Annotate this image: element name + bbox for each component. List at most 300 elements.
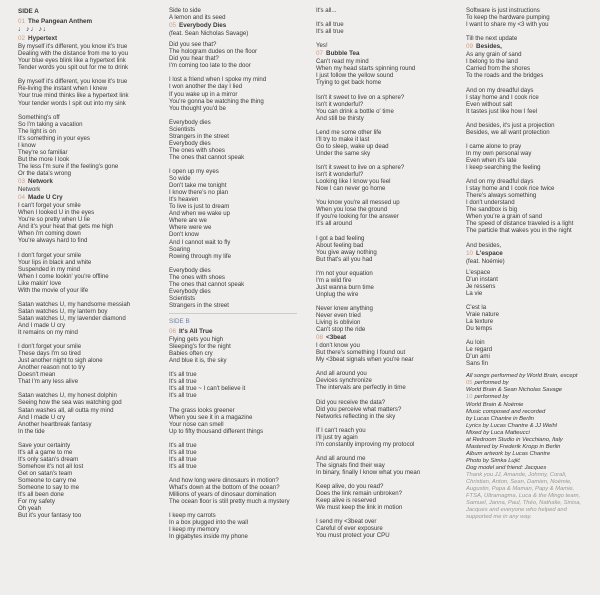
text-line: These days I'm so tired — [18, 350, 81, 358]
text-line: What's down at the bottom of the ocean? — [169, 484, 280, 492]
text-line: If you're looking for the answer — [316, 213, 399, 221]
stanza-gap — [169, 161, 309, 168]
text-line: I'm a wild fire — [316, 276, 352, 284]
text-line: Satan watches U, my lantern boy — [18, 307, 108, 315]
track-09-heading — [466, 43, 600, 50]
text-line: Go to sleep, wake up dead — [316, 142, 389, 150]
text-line: In a box plugged into the wall — [169, 519, 248, 527]
text-line: Save your certainty — [18, 441, 71, 449]
text-line: I just follow the yellow sound — [316, 72, 394, 80]
text-line: And besides, it's just a projection — [466, 121, 555, 129]
stanza-gap — [169, 435, 309, 442]
stanza-gap — [466, 171, 600, 178]
text-line: Your nose can smell — [169, 420, 224, 428]
text-line: Flying gets you high — [169, 336, 224, 344]
track-05-heading — [169, 22, 309, 29]
text-line: Christian, Anton, Sean, Damien, Noémie, — [466, 479, 572, 486]
track-03-heading — [18, 178, 158, 185]
text-line: It's all true — [316, 21, 344, 29]
text-line: Don't take me tonight — [169, 182, 227, 190]
text-line: Under the same sky — [316, 149, 371, 157]
credit-text: Lyrics by Lucas Chantre & JJ Weihl — [466, 422, 557, 429]
text-line: The ones with shoes — [169, 273, 225, 281]
column-3 — [316, 7, 456, 540]
text-line: In my own personal way — [466, 149, 532, 157]
lyrics-network — [18, 186, 158, 193]
text-line: Millions of years of dinosaur domination — [169, 491, 277, 499]
lyrics-its-all-true — [169, 336, 309, 540]
track-title: Everybody Dies — [179, 22, 227, 30]
stanza-gap — [466, 115, 600, 122]
credit-line — [466, 430, 600, 437]
text-line: I know there's no plan — [169, 189, 229, 197]
text-line: I send my <3beat over — [316, 518, 377, 526]
stanza-gap — [316, 511, 456, 518]
text-line: It's all... — [316, 7, 337, 14]
credit-line — [466, 387, 600, 394]
text-line: And how long were dinosaurs in motion? — [169, 477, 279, 484]
track-05-feat: (feat. Sean Nicholas Savage) — [169, 30, 249, 38]
text-line: Did you see that? — [169, 41, 217, 49]
credit-line — [466, 373, 600, 380]
text-line: Another reason not to try — [18, 364, 86, 372]
text-line: Isn't it wonderful? — [316, 100, 364, 108]
track-title: Besides, — [476, 43, 502, 51]
text-line: Everybody dies — [169, 118, 211, 126]
text-line: Je ressens — [466, 282, 496, 290]
text-line: The light is on — [18, 127, 56, 135]
text-line: Re-living the instant when I knew — [18, 85, 108, 93]
text-line: The speed of distance traveled is a light — [466, 220, 574, 228]
track-number: 02 — [18, 35, 26, 43]
credit-text: Dog model and friend: Jacques — [466, 464, 547, 471]
text-line: It's all true — [169, 378, 197, 386]
stanza-gap — [466, 79, 600, 86]
text-line: Your tender words I spit out into my sink — [18, 99, 126, 107]
text-line: La texture — [466, 318, 494, 326]
text-line: The ocean floor is still pretty much a mystery — [169, 498, 290, 506]
text-line: Now I can never go home — [316, 185, 386, 193]
text-line: Like makin' love — [18, 279, 62, 287]
text-line: The hologram dudes on the floor — [169, 48, 258, 56]
text-line: Sans fin — [466, 360, 489, 368]
lyrics-made-u-cry-end — [169, 7, 309, 21]
text-line: Rowing through my life — [169, 252, 231, 260]
text-line: You're gonna be watching the thing — [169, 97, 264, 105]
text-line: Trying to get back home — [316, 79, 382, 87]
lyrics-lespace — [466, 269, 600, 368]
track-number: 07 — [316, 50, 324, 58]
text-line: It's all around — [316, 220, 353, 228]
text-line: Keep alive, do you read? — [316, 483, 384, 491]
text-line: In the tide — [18, 427, 45, 435]
text-line: But that's all you had — [316, 255, 373, 263]
credit-line — [466, 394, 600, 401]
text-line: They're so familiar — [18, 148, 68, 156]
text-line: Strangers in the street — [169, 132, 229, 140]
text-line: But the more I look — [18, 155, 70, 163]
text-line: It's all true — [316, 28, 344, 36]
text-line: For my safety — [18, 498, 55, 506]
stanza-gap — [316, 448, 456, 455]
credit-text: All songs performed by World Brain, except — [466, 373, 578, 380]
stanza-gap — [466, 297, 600, 304]
stanza-gap — [18, 244, 158, 251]
text-line: It's all true — [169, 441, 197, 449]
lyrics-made-u-cry — [18, 202, 158, 519]
text-line: If I can't reach you — [316, 426, 366, 434]
text-line: You thought you'd be — [169, 104, 226, 112]
text-line: Satan washes all, all outta my mind — [18, 406, 114, 414]
text-line: The grass looks greener — [169, 406, 235, 414]
text-line: Keep alive is reserved — [316, 497, 376, 505]
text-line: Looking like I know you feel — [316, 178, 391, 186]
stanza-gap — [169, 260, 309, 267]
text-line: Isn't it wonderful? — [316, 171, 364, 179]
text-line: Doesn't mean — [18, 371, 56, 379]
text-line: But there's something I found out — [316, 349, 406, 357]
text-line: Scientists — [169, 125, 196, 133]
text-line: I got a bad feeling — [316, 234, 365, 242]
text-line: Everybody dies — [169, 139, 211, 147]
stanza-gap — [169, 470, 309, 477]
stanza-gap — [169, 399, 309, 406]
text-line: To live is just to dream — [169, 203, 230, 211]
text-line: Besides, we all want protection — [466, 128, 550, 136]
text-line: And blue it is, the sky — [169, 357, 227, 365]
text-line: supported me in any way. — [466, 514, 532, 521]
text-line: D'un instant — [466, 275, 498, 283]
text-line: I don't forget your smile — [18, 251, 82, 259]
text-line: I want to share my <3 with you — [466, 21, 549, 29]
stanza-gap — [316, 363, 456, 370]
text-line: Or the data's wrong — [18, 169, 71, 177]
text-line: Can't read my mind — [316, 58, 369, 66]
text-line: It remains on my mind — [18, 329, 78, 337]
text-line: Samuel, Janna, Paul, Théo, Nathalie, Sinisa, — [466, 500, 582, 507]
text-line: Tender words you spit out for me to drink — [18, 64, 129, 72]
stanza-gap — [18, 336, 158, 343]
thanks — [466, 472, 600, 521]
text-line: It's something in your eyes — [18, 134, 90, 142]
stanza-gap — [316, 392, 456, 399]
text-line: Did you receive the data? — [316, 398, 386, 406]
text-line: And besides, — [466, 241, 502, 249]
text-line: Even without salt — [466, 100, 513, 108]
side-a-label: SIDE A — [18, 8, 39, 15]
side-divider — [169, 313, 297, 314]
text-line: Did you perceive what matters? — [316, 405, 402, 413]
stanza-gap — [316, 14, 456, 21]
text-line: By myself it's different, you know it's true — [18, 43, 128, 51]
text-line: I open up my eyes — [169, 168, 219, 176]
text-line: Yes! — [316, 42, 328, 50]
text-line: It's all true ~ I can't believe it — [169, 385, 246, 393]
text-line: I stay home and I cook rice twice — [466, 185, 555, 193]
text-line: I belong to the land — [466, 58, 518, 66]
track-02-heading — [18, 35, 158, 42]
text-line: I keep my carrots — [169, 512, 216, 520]
text-line: Side to side — [169, 7, 201, 14]
track-title: L'espace — [476, 249, 503, 257]
stanza-gap — [316, 476, 456, 483]
text-line: There's always something — [466, 192, 537, 200]
track-06-heading — [169, 328, 309, 335]
text-line: If you wake up in a mirror — [169, 90, 238, 98]
text-line: And on my dreadful days — [466, 178, 534, 186]
text-line: Unplug the wire — [316, 290, 359, 298]
track-number: 09 — [466, 43, 474, 51]
text-line: Everybody dies — [169, 266, 211, 274]
text-line: D'un ami — [466, 353, 490, 361]
stanza-gap — [316, 122, 456, 129]
stanza-gap — [18, 107, 158, 114]
track-title: Hypertext — [28, 35, 58, 43]
column-4 — [466, 7, 600, 521]
text-line: Something's off — [18, 113, 60, 121]
stanza-gap — [169, 364, 309, 371]
text-line: In gigabytes inside my phone — [169, 533, 248, 541]
track-number: 10 — [466, 249, 474, 257]
text-line: Everybody dies — [169, 287, 211, 295]
text-line: Suspended in my mind — [18, 265, 80, 273]
track-title: Bubble Tea — [326, 50, 360, 58]
credit-text: World Brain & Sean Nicholas Savage — [466, 387, 563, 394]
text-line: It's all a game to me — [18, 448, 73, 456]
text-line: It's all true — [169, 392, 197, 400]
track-number: 01 — [18, 18, 26, 26]
text-line: L'espace — [466, 268, 491, 276]
text-line: You give away nothing — [316, 248, 377, 256]
text-line: When you lose the ground — [316, 206, 388, 214]
text-line: Dealing with the distance from me to you — [18, 50, 129, 58]
track-number: 03 — [18, 178, 26, 186]
track-title: The Pangean Anthem — [28, 18, 93, 26]
text-line: I know — [18, 141, 36, 149]
text-line: Thank you JJ, Amande, Johnny, Corali, — [466, 472, 567, 478]
text-line: We must keep the link in motion — [316, 504, 403, 512]
text-line: C'est la — [466, 303, 487, 311]
text-line: The less I'm sure if the feeling's gone — [18, 162, 119, 170]
text-line: When i'm coming down — [18, 230, 81, 238]
lyrics-bubble-tea — [316, 58, 456, 333]
text-line: You're so pretty when U lie — [18, 216, 91, 224]
stanza-gap — [466, 136, 600, 143]
text-line: With the movie of your life — [18, 286, 89, 294]
credit-line — [466, 416, 600, 423]
stanza-gap — [18, 294, 158, 301]
credit-text: performed by — [474, 380, 509, 387]
track-10-feat: (feat. Noémie) — [466, 257, 505, 265]
text-line: It's all true — [169, 455, 197, 463]
text-line: FTSA, Ultramagma, Luca & the Mingo team, — [466, 493, 581, 500]
credit-line — [466, 380, 600, 387]
text-line: And I made U cry — [18, 413, 66, 421]
credit-text: Photo by Simka Lujić — [466, 457, 521, 464]
text-line: Network — [18, 186, 41, 194]
text-line: Oh yeah — [18, 505, 42, 513]
text-line: Where are we — [169, 217, 207, 225]
text-line: And it's your heat that gets me high — [18, 223, 114, 231]
text-line: And on my dreadful days — [466, 86, 534, 94]
track-number: 05 — [169, 22, 177, 30]
track-title: Network — [28, 178, 53, 186]
text-line: Till the next update — [466, 35, 518, 43]
stanza-gap — [18, 71, 158, 78]
text-line: I keep my memory — [169, 526, 220, 534]
text-line: And when we wake up — [169, 210, 230, 218]
stanza-gap — [316, 35, 456, 42]
credit-line — [466, 437, 600, 444]
text-line: Au loin — [466, 339, 485, 347]
text-line: I'm constantly improving my protocol — [316, 440, 415, 448]
credit-line — [466, 444, 600, 451]
text-line: Living is oblivion — [316, 319, 361, 327]
text-line: You can drink a bottle o' time — [316, 107, 394, 115]
text-line: The ones that cannot speak — [169, 153, 245, 161]
track-04-heading — [18, 194, 158, 201]
text-line: It tastes just like how I feel — [466, 107, 538, 115]
text-line: Get on satan's team — [18, 469, 73, 477]
text-line: Satan watches U, my lavender diamond — [18, 314, 126, 322]
text-line: I'll try to make it last — [316, 135, 370, 143]
stanza-gap — [316, 192, 456, 199]
credit-text: World Brain & Noémie — [466, 401, 524, 408]
text-line: The sandbox is big — [466, 206, 518, 214]
text-line: To keep the hardware pumping — [466, 14, 550, 22]
text-line: The intervals are perfectly in time — [316, 384, 406, 392]
text-line: I don't know you — [316, 342, 360, 350]
text-line: Your blue eyes blink like a hypertext link — [18, 57, 126, 65]
track-07-heading — [316, 50, 456, 57]
text-line: Somehow it's not all lost — [18, 462, 84, 470]
text-line: Soaring — [169, 245, 191, 253]
credit-text: by Lucas Chantre in Berlin — [466, 415, 534, 422]
text-line: The particle that wakes you in the night — [466, 227, 572, 235]
text-line: It's all true — [169, 462, 197, 470]
text-line: Can't stop the ride — [316, 326, 366, 334]
text-line: So wide — [169, 175, 191, 183]
text-line: The ones that cannot speak — [169, 280, 245, 288]
music-notation-icon: ♩♪♩♪♩ — [18, 26, 51, 34]
text-line: Isn't it sweet to live on a sphere? — [316, 93, 405, 101]
text-line: Carried from the shores — [466, 65, 531, 73]
text-line: It's only satan's dream — [18, 455, 79, 463]
lyrics-besides — [466, 51, 600, 248]
text-line: Someone to carry me — [18, 477, 77, 484]
text-line: Jacques and everyone who helped and — [466, 507, 567, 514]
text-line: Does the link remain unbroken? — [316, 490, 403, 498]
text-line: When you're a grain of sand — [466, 213, 543, 221]
text-line: The signals find their way — [316, 462, 385, 469]
credit-line — [466, 402, 600, 409]
text-line: Sleeping's for the night — [169, 343, 231, 351]
text-line: I don't understand — [466, 199, 515, 207]
text-line: Isn't it sweet to live on a sphere? — [316, 164, 405, 172]
text-line: Scientists — [169, 294, 196, 302]
text-line: Did you hear that? — [169, 55, 219, 63]
text-line: In binary, finally I know what you mean — [316, 469, 421, 477]
text-line: Where were we — [169, 224, 212, 232]
text-line: You're always hard to find — [18, 237, 88, 245]
column-1 — [18, 7, 158, 519]
credit-line — [466, 451, 600, 458]
text-line: A lemon and its seed — [169, 14, 226, 22]
text-line: And all around me — [316, 454, 366, 462]
stanza-gap — [316, 298, 456, 305]
stanza-gap — [18, 385, 158, 392]
text-line: Lend me some other life — [316, 128, 382, 136]
stanza-gap — [316, 420, 456, 427]
text-line: Du temps — [466, 325, 493, 333]
text-line: When you see it in a magazine — [169, 413, 253, 421]
track-title: <3beat — [326, 334, 347, 342]
stanza-gap — [466, 332, 600, 339]
column-2 — [169, 7, 309, 540]
text-line: By myself it's different, you know it's true — [18, 78, 128, 86]
stanza-gap — [466, 235, 600, 242]
lyrics-3beat — [316, 342, 456, 539]
text-line: Satan watches U, my handsome messiah — [18, 300, 131, 308]
stanza-gap — [316, 157, 456, 164]
text-line: It's all true — [169, 448, 197, 456]
text-line: Babies often cry — [169, 350, 213, 358]
text-line: I lost a friend when I spoke my mind — [169, 76, 267, 84]
text-line: About feeling bad — [316, 241, 364, 249]
credit-text: Album artwork by Lucas Chantre — [466, 450, 551, 457]
text-line: Someone to say to me — [18, 484, 79, 492]
text-line: So I'm taking a vacation — [18, 120, 83, 128]
text-line: To the roads and the bridges — [466, 72, 544, 80]
text-line: It's all been done — [18, 491, 64, 499]
stanza-gap — [316, 263, 456, 270]
text-line: And I made U cry — [18, 321, 66, 329]
text-line: Devices synchronize — [316, 377, 372, 385]
text-line: Satan watches U, my honest dolphin — [18, 392, 117, 400]
credit-track-number: 05 — [466, 380, 473, 387]
credit-text: performed by — [474, 394, 509, 401]
text-line: Never even tried — [316, 312, 361, 320]
text-line: Vraie nature — [466, 310, 499, 318]
text-line: Software is just instructions — [466, 7, 540, 14]
text-line: I came alone to pray — [466, 142, 522, 150]
text-line: As any grain of sand — [466, 51, 522, 59]
side-b-label: SIDE B — [169, 317, 190, 325]
text-line: You must protect your CPU — [316, 532, 390, 540]
text-line: I'll just try again — [316, 433, 358, 441]
track-title: It's All True — [179, 328, 213, 336]
text-line: I won another the day I lied — [169, 83, 243, 91]
text-line: Your true mind thinks like a hypertext link — [18, 92, 129, 100]
credit-text: Mixed by Luca Matteucci — [466, 429, 530, 436]
text-line: La vie — [466, 289, 483, 297]
lyrics-hypertext — [18, 43, 158, 177]
text-line: When my head starts spinning round — [316, 65, 416, 73]
stanza-gap — [18, 435, 158, 442]
text-line: Up to fifty thousand different things — [169, 427, 264, 435]
text-line: Another heartbreak fantasy — [18, 420, 92, 428]
stanza-gap — [169, 505, 309, 512]
text-line: Never knew anything — [316, 304, 373, 312]
text-line: And all around you — [316, 370, 367, 378]
track-08-heading — [316, 334, 456, 341]
stanza-gap — [466, 28, 600, 35]
stanza-gap — [169, 69, 309, 76]
credit-line — [466, 423, 600, 430]
stanza-gap — [169, 112, 309, 119]
track-number: 06 — [169, 328, 177, 336]
lyrics-its-all-true-end — [316, 7, 456, 49]
